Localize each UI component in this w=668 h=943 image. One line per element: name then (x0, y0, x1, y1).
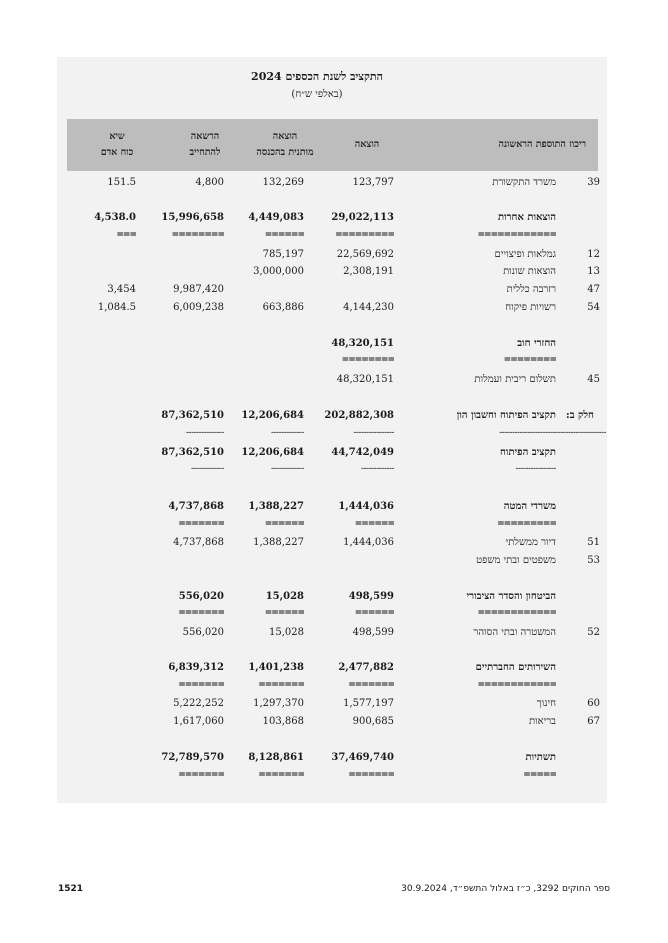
separator-line: ------------- (270, 464, 304, 474)
cell-value: 15,996,658 (161, 212, 224, 223)
separator-line: ====== (264, 519, 304, 529)
separator-line: ---------------- (353, 428, 394, 438)
cell-value: 87,362,510 (161, 447, 224, 458)
page-number: 1521 (58, 884, 84, 894)
cell-value: 785,197 (262, 249, 304, 260)
row-label: הביטחון והסדר הציבורי (466, 591, 556, 602)
cell-value: 1,297,370 (253, 698, 304, 709)
cell-value: 12,206,684 (241, 410, 304, 421)
separator-line: ======= (178, 608, 224, 618)
separator-line: ======== (503, 355, 556, 365)
cell-value: 5,222,252 (173, 698, 224, 709)
header-conditional: הוצאה מותנית בהכנסה (256, 131, 314, 158)
cell-value: 3,454 (107, 284, 136, 295)
separator-line: ---------------- (515, 464, 556, 474)
row-label: תקציב הפיתוח (499, 447, 556, 458)
table-header (67, 119, 598, 171)
cell-value: 1,444,036 (338, 501, 394, 512)
separator-line: ====== (264, 608, 304, 618)
cell-value: 1,401,238 (248, 662, 304, 673)
cell-value: 37,469,740 (331, 752, 394, 763)
header-expense: הוצאה (354, 139, 380, 150)
row-label: תשתיות (525, 752, 556, 763)
row-code: 39 (587, 177, 600, 188)
cell-value: 72,789,570 (161, 752, 224, 763)
header-description: ריכוז התוספת הראשונה (498, 139, 586, 150)
row-label: הוצאות שונות (503, 266, 556, 277)
cell-value: 1,577,197 (343, 698, 394, 709)
cell-value: 9,987,420 (173, 284, 224, 295)
row-code: 51 (587, 537, 600, 548)
cell-value: 3,000,000 (253, 266, 304, 277)
cell-value: 663,886 (262, 302, 304, 313)
cell-value: 8,128,861 (248, 752, 304, 763)
separator-line: ======== (341, 355, 394, 365)
separator-line: ====== (354, 519, 394, 529)
row-code: 47 (587, 284, 600, 295)
row-label: משפטים ובתי משפט (476, 555, 556, 566)
cell-value: 15,028 (269, 627, 304, 638)
separator-line: ------------- (270, 428, 304, 438)
cell-value: 498,599 (352, 627, 394, 638)
separator-line: ======= (258, 770, 304, 780)
cell-value: 87,362,510 (161, 410, 224, 421)
cell-value: 1,444,036 (343, 537, 394, 548)
separator-line: ======= (348, 680, 394, 690)
cell-value: 4,800 (195, 177, 224, 188)
separator-line: --------------- (185, 428, 224, 438)
cell-value: 202,882,308 (324, 410, 394, 421)
row-label: משרד התקשורת (492, 177, 556, 188)
separator-line: ======= (348, 770, 394, 780)
row-label: דיור ממשלתי (505, 537, 556, 548)
separator-line: ===== (523, 770, 556, 780)
cell-value: 1,617,060 (173, 716, 224, 727)
cell-value: 103,868 (262, 716, 304, 727)
row-label: גמלאות ופיצויים (494, 249, 556, 260)
row-code: 67 (587, 716, 600, 727)
separator-line: ========= (497, 519, 556, 529)
separator-line: ============ (477, 608, 556, 618)
footer-source: ספר החוקים 3292, כ״ז באלול התשפ״ד, 30.9.2024 (401, 884, 610, 894)
row-code: 13 (587, 266, 600, 277)
cell-value: 498,599 (348, 591, 394, 602)
row-code: 12 (587, 249, 600, 260)
cell-value: 29,022,113 (331, 212, 394, 223)
row-label: תקציב הפיתוח וחשבון הון (456, 410, 556, 421)
row-label: החזרי חוב (517, 338, 556, 349)
cell-value: 6,009,238 (173, 302, 224, 313)
part-label: חלק ב: (566, 410, 594, 421)
header-peak-staff: שיא כוח אדם (100, 131, 134, 158)
row-code: 52 (587, 627, 600, 638)
separator-line: ====== (354, 608, 394, 618)
row-code: 60 (587, 698, 600, 709)
cell-value: 900,685 (352, 716, 394, 727)
row-label: רשויות פיקוח (505, 302, 556, 313)
separator-line: ======= (178, 680, 224, 690)
cell-value: 4,144,230 (343, 302, 394, 313)
row-label: המשטרה ובתי הסוהר (473, 627, 556, 638)
cell-value: 48,320,151 (336, 374, 394, 385)
page-subtitle: (באלפי ש״ח) (291, 89, 343, 100)
row-code: 54 (587, 302, 600, 313)
separator-line: ====== (264, 230, 304, 240)
cell-value: 1,388,227 (248, 501, 304, 512)
separator-line: ======= (258, 680, 304, 690)
row-label: רזרבה כללית (506, 284, 556, 295)
cell-value: 151.5 (107, 177, 136, 188)
row-label: בריאות (528, 716, 556, 727)
separator-line: ============ (477, 230, 556, 240)
cell-value: 2,308,191 (343, 266, 394, 277)
cell-value: 123,797 (352, 177, 394, 188)
separator-line: ============ (477, 680, 556, 690)
row-label: השירותים החברתיים (475, 662, 556, 673)
cell-value: 48,320,151 (331, 338, 394, 349)
separator-line: ======== (171, 230, 224, 240)
page-title: התקציב לשנת הכספים 2024 (251, 70, 383, 83)
cell-value: 6,839,312 (168, 662, 224, 673)
header-authorization: הרשאה להתחייב (189, 131, 221, 158)
cell-value: 1,388,227 (253, 537, 304, 548)
separator-line: ======= (178, 770, 224, 780)
cell-value: 15,028 (265, 591, 304, 602)
row-label: חינוך (536, 698, 556, 709)
row-label: הוצאות אחרות (497, 212, 556, 223)
separator-line: ------------------------------------------ (499, 428, 606, 438)
cell-value: 12,206,684 (241, 447, 304, 458)
cell-value: 556,020 (178, 591, 224, 602)
row-label: תשלום ריבית ועמלות (474, 374, 556, 385)
cell-value: 44,742,049 (331, 447, 394, 458)
cell-value: 4,449,083 (248, 212, 304, 223)
row-code: 53 (587, 555, 600, 566)
separator-line: ------------- (360, 464, 394, 474)
separator-line: === (116, 230, 136, 240)
separator-line: ======= (178, 519, 224, 529)
row-label: משרדי המטה (503, 501, 556, 512)
row-code: 45 (587, 374, 600, 385)
cell-value: 4,538.0 (94, 212, 136, 223)
separator-line: ------------- (190, 464, 224, 474)
cell-value: 556,020 (182, 627, 224, 638)
separator-line: ========= (335, 230, 394, 240)
cell-value: 4,737,868 (168, 501, 224, 512)
cell-value: 2,477,882 (338, 662, 394, 673)
cell-value: 4,737,868 (173, 537, 224, 548)
cell-value: 1,084.5 (97, 302, 136, 313)
cell-value: 22,569,692 (336, 249, 394, 260)
cell-value: 132,269 (262, 177, 304, 188)
